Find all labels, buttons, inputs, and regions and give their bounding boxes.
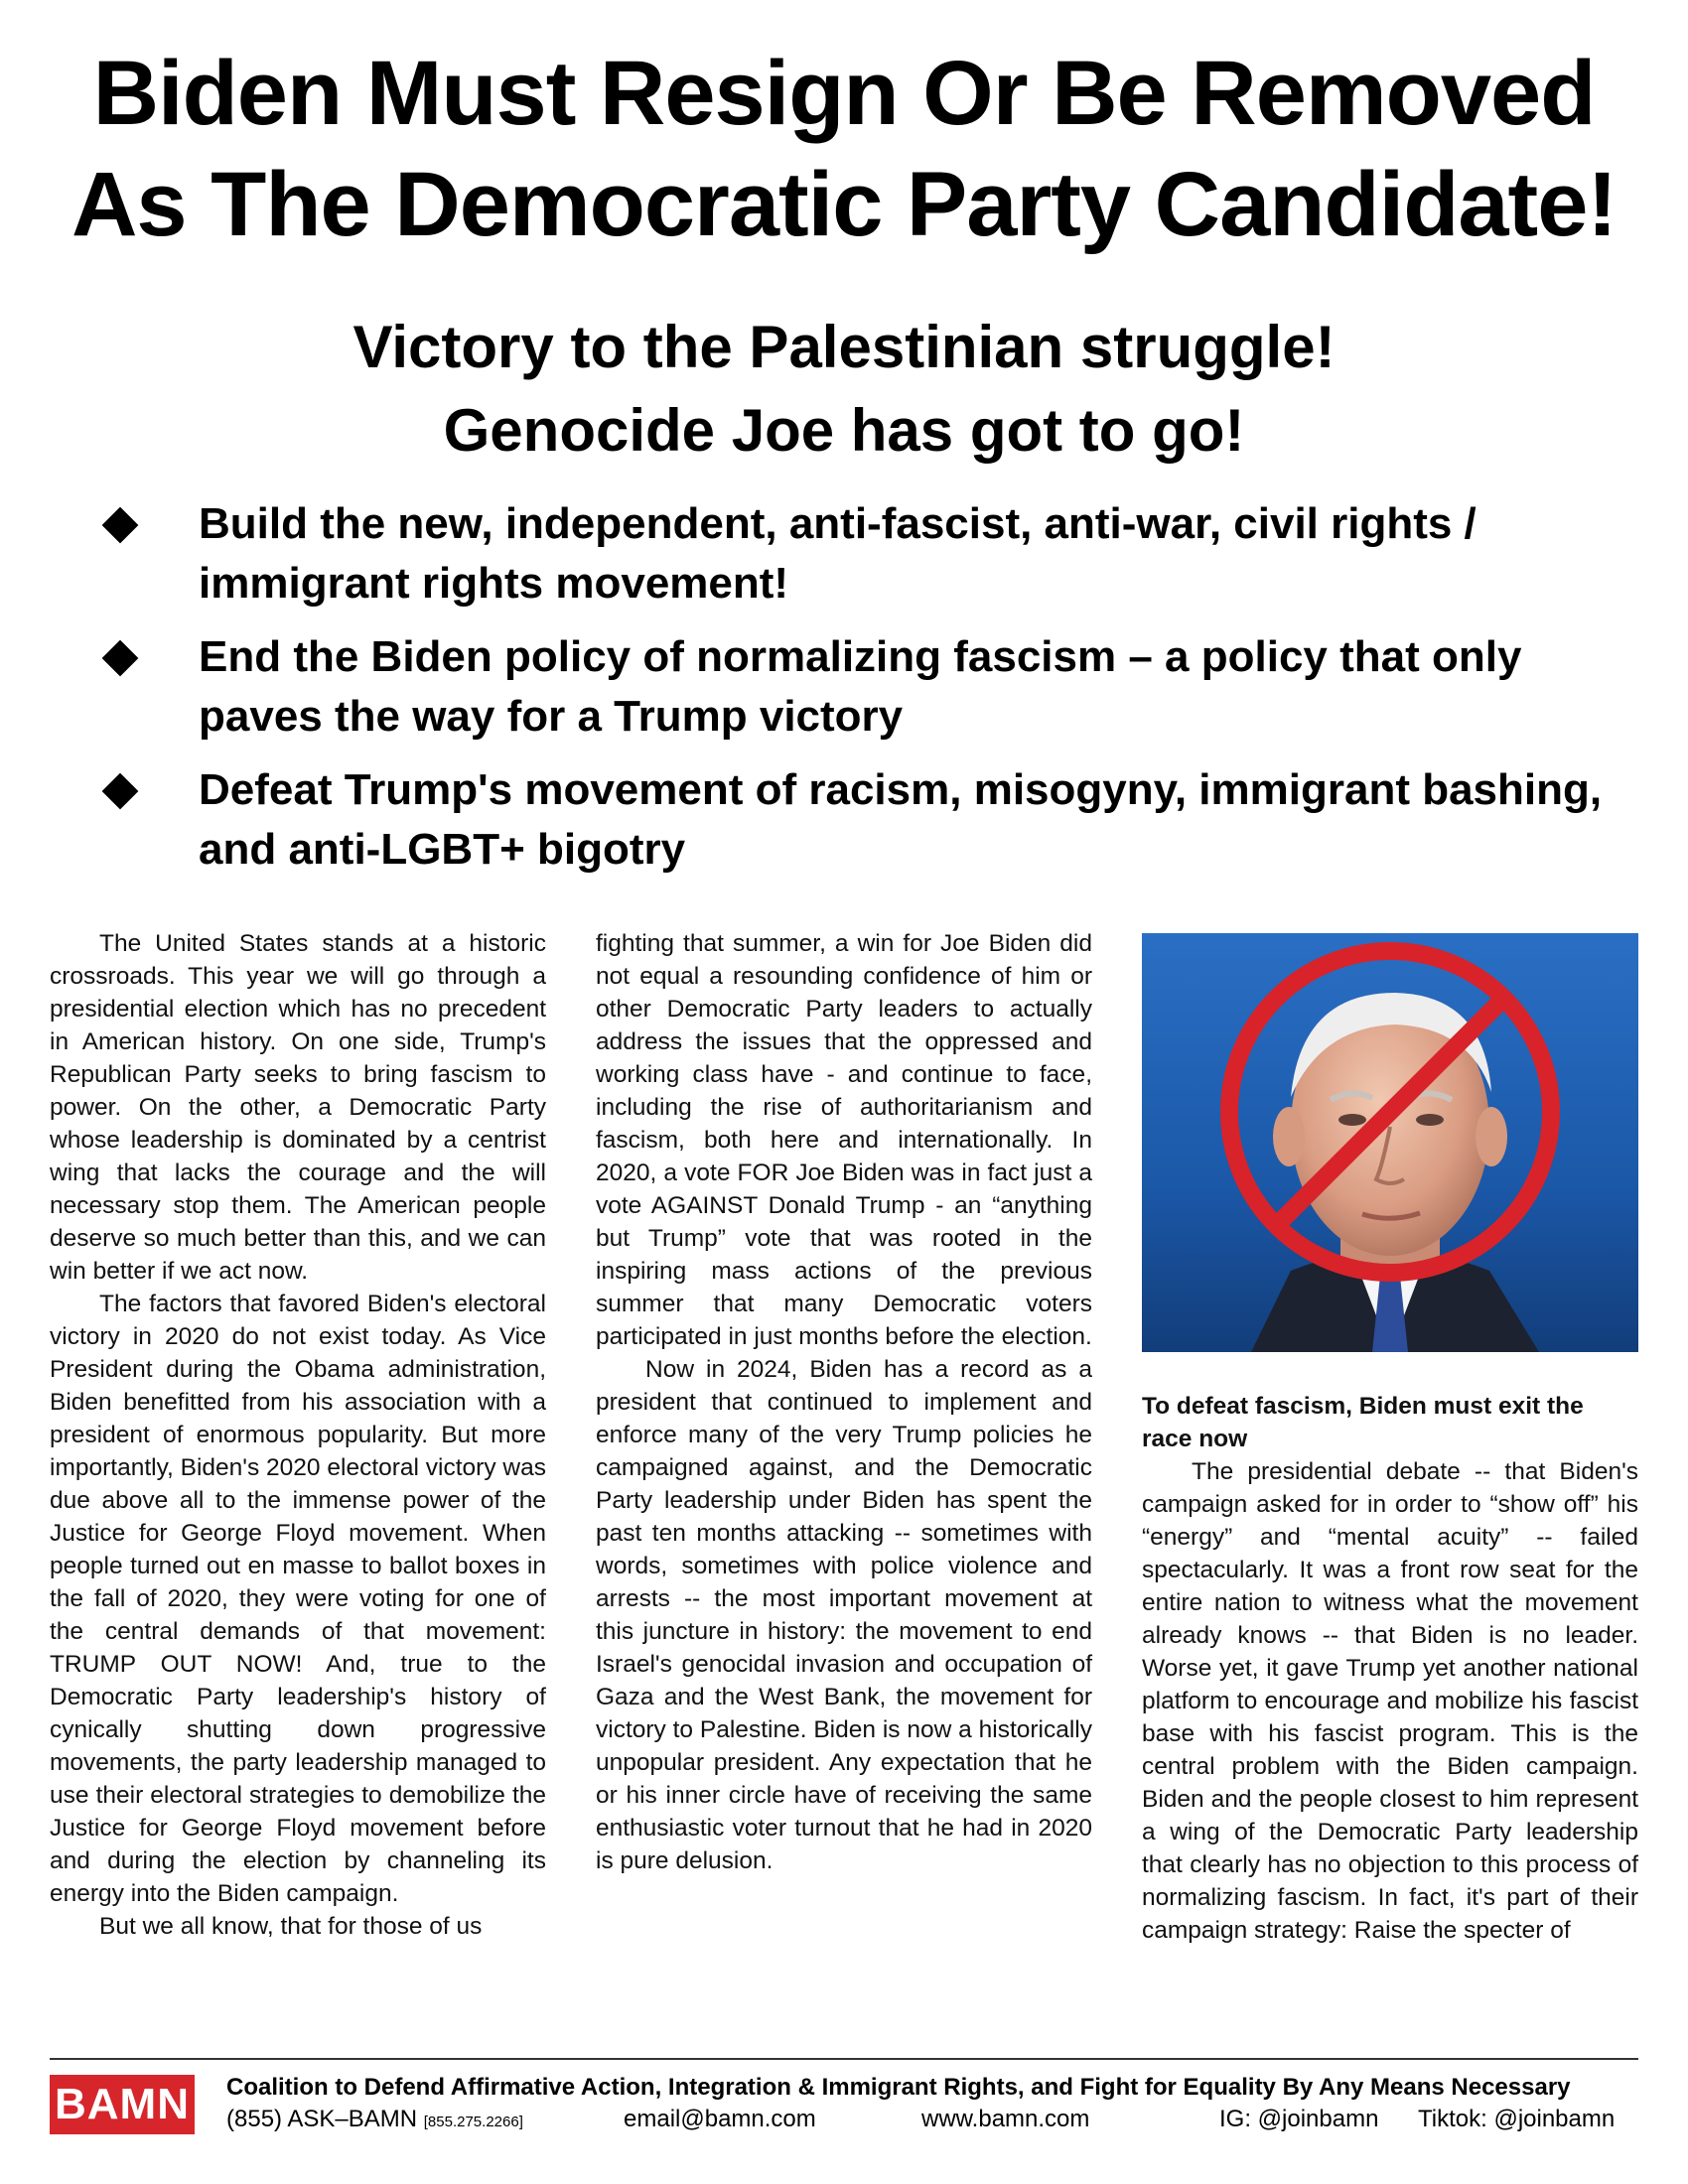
email-link[interactable]: email@bamn.com — [624, 2106, 816, 2132]
biden-photo-with-prohibition-sign — [1142, 933, 1638, 1352]
phone-digits: [855.275.2266] — [423, 2114, 523, 2130]
organization-name: Coalition to Defend Affirmative Action, Integration & Immigrant Rights, and Fight for Equality By Any Means Necessary — [226, 2074, 1571, 2101]
article-paragraph: Now in 2024, Biden has a record as a president that continued to implement and enforce many of the very Trump policies he campaigned against, and the Democratic Party leadership under Biden has spent the past ten months attacking -- sometimes with words, sometimes with police violence and arrests -- the most important movement at this juncture in history: the movement to end Israel's genocidal invasion and occupation of Gaza and the West Bank, the movement for victory to Palestine. Biden is now a historically unpopular president. Any expectation that he or his inner circle have of receiving the same enthusiastic voter turnout that he had in 2020 is pure delusion. — [596, 1356, 1092, 1874]
headline-line-1: Biden Must Resign Or Be Removed — [92, 43, 1596, 144]
headline-line-2: As The Democratic Party Candidate! — [70, 154, 1617, 255]
subheadline-line-2: Genocide Joe has got to go! — [443, 397, 1245, 464]
demand-text: Build the new, independent, anti-fascist, anti-war, civil rights / immigrant rights movement! — [199, 499, 1477, 608]
article-column-1 — [50, 927, 546, 1943]
ear-shape — [1273, 1107, 1305, 1166]
contact-line — [226, 2105, 1636, 2134]
article-paragraph: But we all know, that for those of us — [99, 1913, 483, 1940]
demand-item — [99, 627, 1648, 747]
bamn-logo: BAMN — [50, 2075, 195, 2134]
footer-divider — [50, 2058, 1638, 2060]
phone-number[interactable] — [226, 2105, 523, 2137]
diamond-bullet-icon — [102, 773, 139, 810]
article-paragraph: The United States stands at a historic crossroads. This year we will go through a presidential election which has no precedent in American history. On one side, Trump's Republican Party seeks to bring fascism to power. On the other, a Democratic Party whose leadership is dominated by a centrist wing that lacks the courage and the will necessary stop them. The American people deserve so much better than this, and we can win better if we act now. — [50, 930, 546, 1285]
article-column-2 — [596, 927, 1092, 1877]
article-paragraph: The factors that favored Biden's electoral victory in 2020 do not exist today. As Vice President during the Obama administration, Biden benefitted from his association with a president of enormous popularity. But more importantly, Biden's 2020 electoral victory was due above all to the immense power of the Justice for George Floyd movement. When people turned out en masse to ballot boxes in the fall of 2020, they were voting for one of the central demands of that movement: TRUMP OUT NOW! And, true to the Democratic Party leadership's history of cynically shutting down progressive movements, the party leadership managed to use their electoral strategies to demobilize the Justice for George Floyd movement before and during the election by channeling its energy into the Biden campaign. — [50, 1291, 546, 1907]
subheadline — [0, 306, 1688, 473]
article-paragraph: The presidential debate -- that Biden's campaign asked for in order to “show off” his “energy” and “mental acuity” -- failed spectacularly. It was a front row seat for the entire nation to witness what the movement already knows -- that Biden is no leader. Worse yet, it gave Trump yet another national platform to encourage and mobilize his fascist base with his fascist program. This is the central problem with the Biden campaign. Biden and the people closest to him represent a wing of the Democratic Party leadership that clearly has no objection to this process of normalizing fascism. In fact, it's part of their campaign strategy: Raise the specter of — [1142, 1458, 1638, 1944]
section-heading: To defeat fascism, Biden must exit the race now — [1142, 1393, 1584, 1452]
tiktok-handle[interactable]: Tiktok: @joinbamn — [1418, 2106, 1616, 2132]
article-column-3 — [1142, 1390, 1638, 1947]
website-link[interactable]: www.bamn.com — [921, 2106, 1090, 2132]
demand-text: Defeat Trump's movement of racism, misogyny, immigrant bashing, and anti-LGBT+ bigotry — [199, 765, 1603, 874]
demand-item — [99, 760, 1648, 880]
subheadline-line-1: Victory to the Palestinian struggle! — [352, 314, 1336, 380]
phone-text: (855) ASK–BAMN — [226, 2106, 418, 2132]
portrait-illustration — [1142, 933, 1638, 1352]
eye-shape — [1416, 1114, 1444, 1126]
demand-item — [99, 494, 1648, 614]
instagram-handle[interactable]: IG: @joinbamn — [1219, 2106, 1379, 2132]
diamond-bullet-icon — [102, 640, 139, 677]
eye-shape — [1338, 1114, 1366, 1126]
article-paragraph: fighting that summer, a win for Joe Biden did not equal a resounding confidence of him or other Democratic Party leaders to actually address the issues that the oppressed and working class have - and continue to face, including the rise of authoritarianism and fascism, both here and internationally. In 2020, a vote FOR Joe Biden was in fact just a vote AGAINST Donald Trump - an “anything but Trump” vote that was rooted in the inspiring mass actions of the previous summer that many Democratic voters participated in just months before the election. — [596, 930, 1092, 1350]
diamond-bullet-icon — [102, 507, 139, 544]
headline — [0, 38, 1688, 260]
demand-text: End the Biden policy of normalizing fascism – a policy that only paves the way for a Trump victory — [199, 632, 1522, 741]
demands-list — [99, 494, 1648, 893]
ear-shape — [1476, 1107, 1507, 1166]
